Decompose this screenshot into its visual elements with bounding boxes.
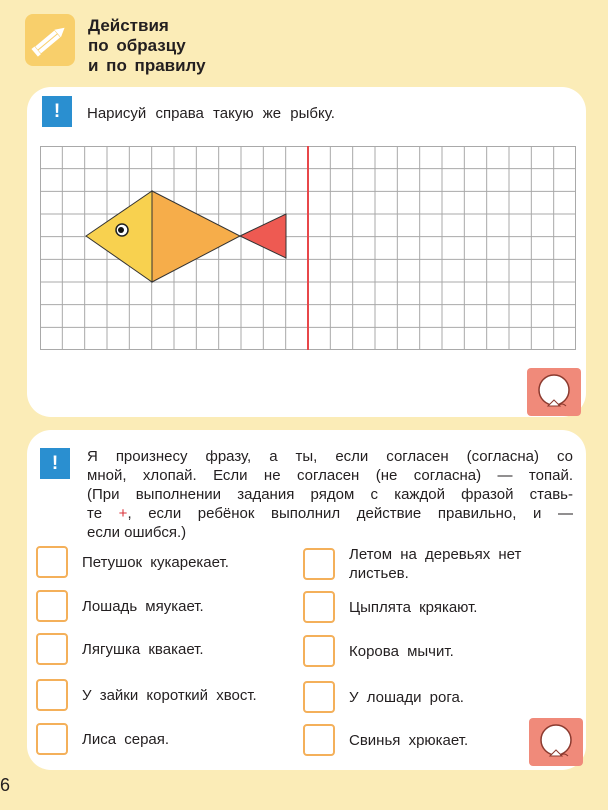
statement-item	[303, 681, 464, 713]
exclamation-marker-1: !	[42, 96, 72, 127]
answer-checkbox[interactable]	[303, 591, 335, 623]
fish-pupil	[118, 227, 124, 233]
statement-item	[36, 546, 229, 578]
task-1-instruction: Нарисуй справа такую же рыбку.	[87, 105, 335, 122]
statement-label: Свинья хрюкает.	[349, 731, 469, 749]
statement-label: Петушок кукарекает.	[82, 553, 229, 571]
answer-checkbox[interactable]	[303, 548, 335, 580]
statement-item	[303, 591, 477, 623]
statement-item	[36, 590, 204, 622]
section-title-line-3: и по правилу	[88, 56, 206, 75]
statement-label: Лошадь мяукает.	[82, 597, 204, 615]
statement-item	[303, 635, 454, 667]
self-check-icon	[529, 718, 583, 766]
statement-item	[303, 724, 468, 756]
statement-item	[36, 723, 169, 755]
task-2-instruction	[87, 447, 573, 542]
exclamation-marker-2: !	[40, 448, 70, 479]
statement-label: Лягушка квакает.	[82, 640, 204, 658]
answer-checkbox[interactable]	[36, 590, 68, 622]
task-2-line-1: Я произнесу фразу, а ты, если согласен (согласна) со	[87, 448, 573, 465]
answer-checkbox[interactable]	[36, 679, 68, 711]
statement-item	[303, 545, 521, 583]
pencil-icon	[25, 14, 75, 66]
task-2-line-4-start: те	[87, 505, 119, 522]
statement-label: Летом на деревьях нет листьев.	[349, 546, 522, 582]
answer-checkbox[interactable]	[36, 633, 68, 665]
plus-sign: +	[118, 505, 128, 522]
drawing-grid[interactable]	[40, 146, 576, 350]
task-2-line-4	[87, 504, 573, 523]
fish-body	[86, 191, 152, 282]
page-number: 6	[0, 775, 11, 795]
answer-checkbox[interactable]	[36, 723, 68, 755]
statement-item	[36, 633, 204, 665]
self-check-icon	[527, 368, 581, 416]
statement-item	[36, 679, 257, 711]
answer-checkbox[interactable]	[303, 724, 335, 756]
section-title-line-1: Действия	[88, 16, 169, 35]
statement-label: Цыплята крякают.	[349, 598, 478, 616]
task-2-line-2: мной, хлопай. Если не согласен (не согласна) — топай.	[87, 467, 573, 484]
answer-checkbox[interactable]	[36, 546, 68, 578]
answer-checkbox[interactable]	[303, 635, 335, 667]
task-2-line-5: если ошибся.)	[87, 524, 187, 541]
statement-label: Лиса серая.	[82, 730, 170, 748]
task-2-line-4-end: , если ребёнок выполнил действие правильно, и —	[127, 505, 574, 522]
statement-label: У зайки короткий хвост.	[82, 686, 257, 704]
section-title	[88, 16, 206, 76]
answer-checkbox[interactable]	[303, 681, 335, 713]
section-title-line-2: по образцу	[88, 36, 186, 55]
task-2-line-3: (При выполнении задания рядом с каждой фразой ставь-	[87, 486, 573, 503]
statement-label: Корова мычит.	[349, 642, 454, 660]
statement-label: У лошади рога.	[349, 688, 464, 706]
grid-svg	[40, 146, 576, 350]
